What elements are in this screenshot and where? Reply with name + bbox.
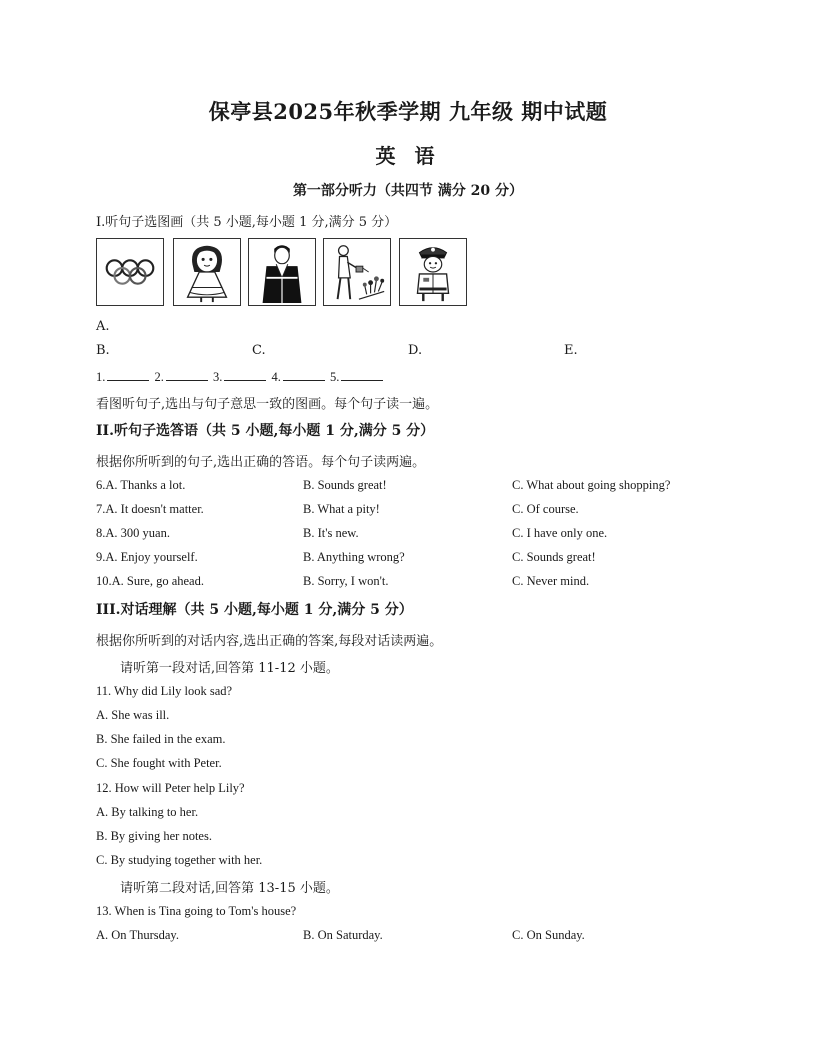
man-watering-plants-icon — [324, 239, 390, 305]
option-10a: 10.A. Sure, go ahead. — [96, 574, 204, 588]
option-11b: B. She failed in the exam. — [96, 732, 226, 746]
option-13b: B. On Saturday. — [303, 928, 383, 942]
section2-instruction: 根据你所听到的句子,选出正确的答语。每个句子读两遍。 — [96, 455, 426, 470]
answer-blank-4[interactable] — [283, 368, 325, 381]
option-12a: A. By talking to her. — [96, 805, 199, 819]
section1-instruction: 看图听句子,选出与句子意思一致的图画。每个句子读一遍。 — [96, 397, 439, 412]
blank-number: 3. — [213, 370, 223, 384]
answer-blank-1[interactable] — [107, 368, 149, 381]
part-heading: 第一部分听力（共四节 满分 20 分） — [292, 183, 524, 199]
question-12: 12. How will Peter help Lily? — [96, 781, 245, 795]
option-8b: B. It's new. — [303, 526, 359, 540]
option-7b: B. What a pity! — [303, 502, 380, 516]
girl-dress-icon — [174, 239, 240, 305]
option-12b: B. By giving her notes. — [96, 829, 212, 843]
option-7a: 7.A. It doesn't matter. — [96, 502, 204, 516]
option-11c: C. She fought with Peter. — [96, 756, 222, 770]
picture-label-e: E. — [564, 343, 578, 358]
answer-blank-3[interactable] — [224, 368, 266, 381]
picture-b — [173, 238, 241, 306]
section3-heading: III.对话理解（共 5 小题,每小题 1 分,满分 5 分） — [96, 602, 413, 618]
blank-number: 4. — [271, 370, 281, 384]
question-11: 11. Why did Lily look sad? — [96, 684, 233, 698]
option-13a: A. On Thursday. — [96, 928, 179, 942]
question-13: 13. When is Tina going to Tom's house? — [96, 904, 297, 918]
option-9a: 9.A. Enjoy yourself. — [96, 550, 198, 564]
answer-blanks — [96, 368, 385, 385]
option-8a: 8.A. 300 yuan. — [96, 526, 170, 540]
picture-label-c: C. — [252, 343, 266, 358]
option-12c: C. By studying together with her. — [96, 853, 263, 867]
police-officer-icon — [400, 239, 466, 305]
blank-number: 1. — [96, 370, 106, 384]
blank-number: 5. — [330, 370, 340, 384]
option-9c: C. Sounds great! — [512, 550, 596, 564]
exam-title: 保亭县2025年秋季学期 九年级 期中试题 — [208, 99, 608, 124]
option-10c: C. Never mind. — [512, 574, 590, 588]
olympic-rings-icon — [97, 239, 163, 305]
section3-instruction: 根据你所听到的对话内容,选出正确的答案,每段对话读两遍。 — [96, 634, 443, 649]
picture-e — [399, 238, 467, 306]
dialog2-instruction: 请听第二段对话,回答第 13-15 小题。 — [120, 881, 339, 896]
option-7c: C. Of course. — [512, 502, 579, 516]
answer-blank-2[interactable] — [166, 368, 208, 381]
option-8c: C. I have only one. — [512, 526, 608, 540]
blank-number: 2. — [154, 370, 164, 384]
answer-blank-5[interactable] — [341, 368, 383, 381]
option-6a: 6.A. Thanks a lot. — [96, 478, 186, 492]
option-6b: B. Sounds great! — [303, 478, 387, 492]
section2-heading: II.听句子选答语（共 5 小题,每小题 1 分,满分 5 分） — [96, 423, 435, 439]
picture-label-d: D. — [408, 343, 423, 358]
picture-c — [248, 238, 316, 306]
picture-d — [323, 238, 391, 306]
option-6c: C. What about going shopping? — [512, 478, 671, 492]
section1-heading: I.听句子选图画（共 5 小题,每小题 1 分,满分 5 分） — [96, 215, 398, 230]
picture-a — [96, 238, 164, 306]
option-11a: A. She was ill. — [96, 708, 170, 722]
subject-title: 英 语 — [375, 144, 441, 168]
picture-label-a: A. — [96, 319, 110, 334]
dialog1-instruction: 请听第一段对话,回答第 11-12 小题。 — [120, 661, 339, 676]
option-10b: B. Sorry, I won't. — [303, 574, 389, 588]
student-jacket-icon — [249, 239, 315, 305]
option-13c: C. On Sunday. — [512, 928, 585, 942]
option-9b: B. Anything wrong? — [303, 550, 405, 564]
picture-label-b: B. — [96, 343, 110, 358]
